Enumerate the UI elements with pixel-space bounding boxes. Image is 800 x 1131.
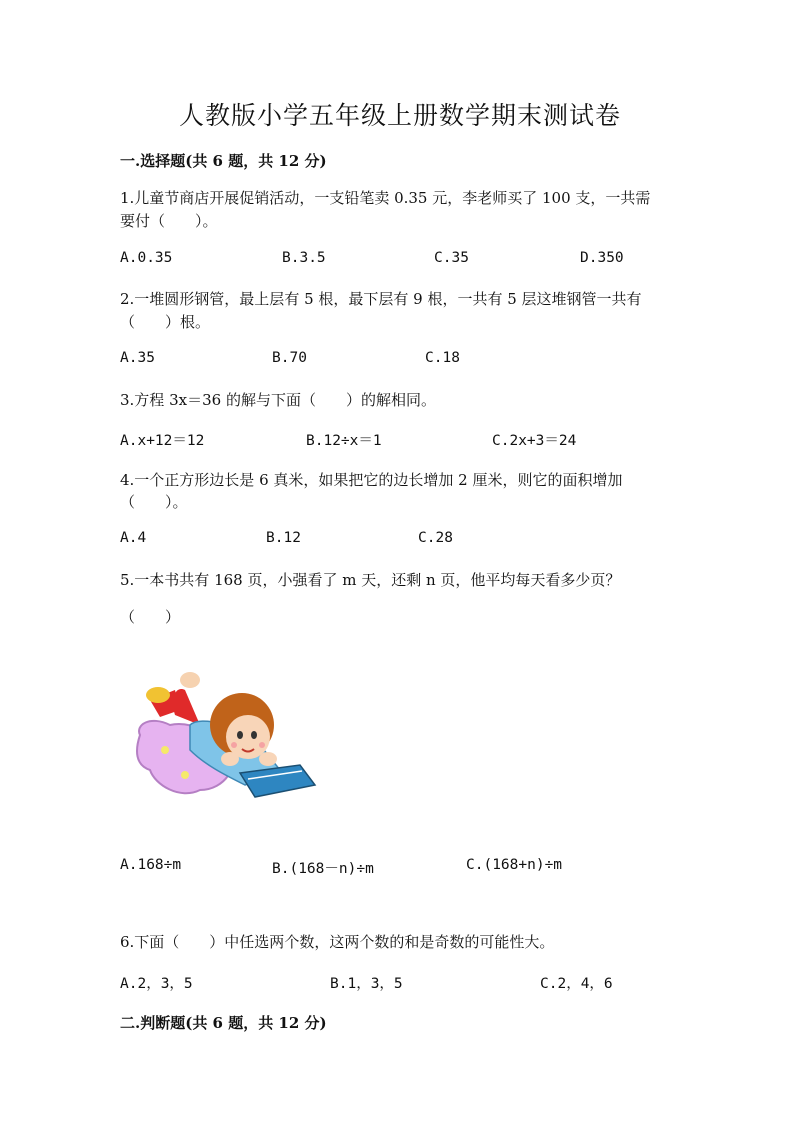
question-4-line-2: （ ）。 xyxy=(120,493,188,511)
question-1-line-2: 要付（ ）。 xyxy=(120,212,218,230)
question-6-option-b: B.1，3，5 xyxy=(330,976,403,992)
question-5-option-b: B.(168－n)÷m xyxy=(272,861,374,877)
question-4-option-a: A.4 xyxy=(120,530,147,546)
question-5-line-1: 5.一本书共有 168 页，小强看了 m 天，还剩 n 页，他平均每天看多少页？ xyxy=(120,571,621,589)
question-3-option-a: A.x+12＝12 xyxy=(120,433,205,449)
question-1-line-1: 1.儿童节商店开展促销活动，一支铅笔卖 0.35 元，李老师买了 100 支，一共需 xyxy=(120,189,651,207)
question-6-option-c: C.2，4，6 xyxy=(540,976,613,992)
question-4-option-b: B.12 xyxy=(266,530,301,546)
question-5-line-2: （ ） xyxy=(120,608,181,626)
question-6-line-1: 6.下面（ ）中任选两个数，这两个数的和是奇数的可能性大。 xyxy=(120,933,555,951)
question-3-option-c: C.2x+3＝24 xyxy=(492,433,577,449)
question-5-option-c: C.(168+n)÷m xyxy=(466,857,563,873)
question-4-option-c: C.28 xyxy=(418,530,453,546)
question-2-option-c: C.18 xyxy=(425,350,460,366)
question-4-line-1: 4.一个正方形边长是 6 真米，如果把它的边长增加 2 厘米，则它的面积增加 xyxy=(120,471,623,489)
question-1-option-c: C.35 xyxy=(434,250,469,266)
question-3-line-1: 3.方程 3x＝36 的解与下面（ ）的解相同。 xyxy=(120,391,436,409)
question-2-option-a: A.35 xyxy=(120,350,155,366)
question-2-option-b: B.70 xyxy=(272,350,307,366)
question-1-option-a: A.0.35 xyxy=(120,250,173,266)
child-reading-illustration xyxy=(130,655,320,815)
section-heading-choice: 一.选择题(共 6 题，共 12 分) xyxy=(120,152,327,170)
question-6-option-a: A.2，3，5 xyxy=(120,976,193,992)
section-heading-judgement: 二.判断题(共 6 题，共 12 分) xyxy=(120,1014,327,1032)
question-2-line-2: （ ）根。 xyxy=(120,313,211,331)
question-1-option-b: B.3.5 xyxy=(282,250,326,266)
page-title: 人教版小学五年级上册数学期末测试卷 xyxy=(178,101,621,130)
question-2-line-1: 2.一堆圆形钢管，最上层有 5 根，最下层有 9 根，一共有 5 层这堆钢管一共有 xyxy=(120,290,642,308)
question-3-option-b: B.12÷x＝1 xyxy=(306,433,382,449)
question-1-option-d: D.350 xyxy=(580,250,624,266)
question-5-option-a: A.168÷m xyxy=(120,857,182,873)
